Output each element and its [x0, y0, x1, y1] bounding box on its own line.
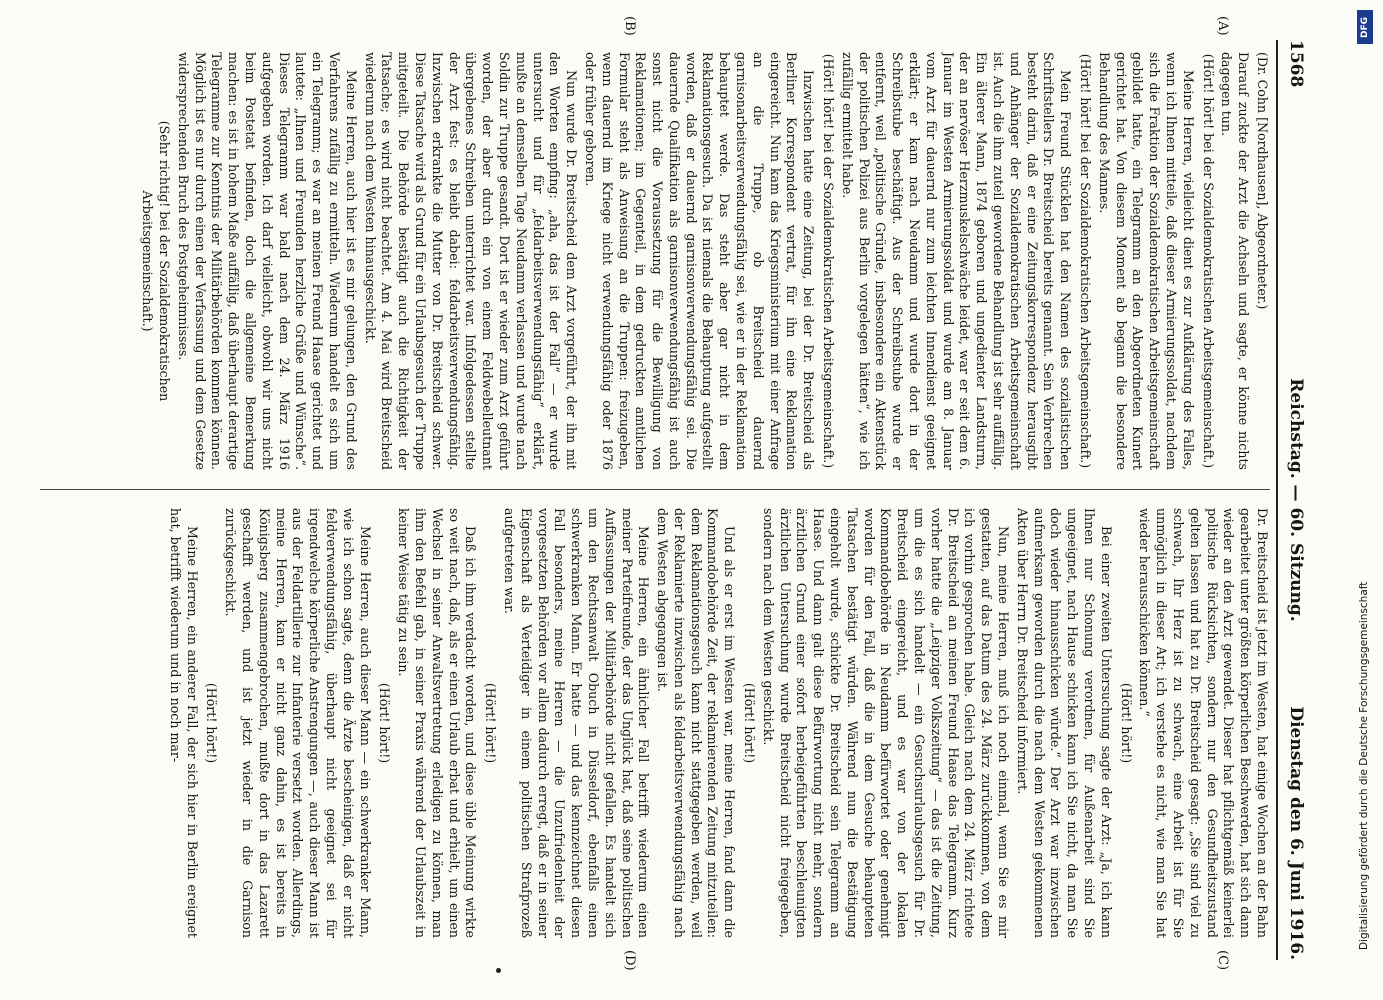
right-text-column	[40, 508, 1270, 938]
digitization-credit: Digitalisierung gefördert durch die Deutsche Forschungsgemeinschaft	[1358, 581, 1370, 950]
interjection: (Hört! hört! bei der Sozialdemokratischen Arbeitsgemeinschaft.)	[1200, 53, 1216, 469]
interjection: (Hört! hört! bei der Sozialdemokratischen Arbeitsgemeinschaft.)	[821, 53, 837, 469]
page-header	[1276, 40, 1312, 960]
paragraph: Bei einer zweiten Untersuchung sagte der Arzt: „Ja, ich kann Ihnen nur Schonung verordnen, für Außenarbeit sind Sie ungeeignet, nach Hause schicken kann ich Sie nicht, da man Sie doch wieder hinausschicken würde.“ Der Arzt war inzwischen aufmerksam geworden durch die nach dem Westen gekommenen Akten über Herrn Dr. Breitscheid informiert.	[1014, 508, 1114, 938]
paragraph: Meine Herren, vielleicht dient es zur Aufklärung des Falles, wenn ich Ihnen mitteile, daß dieser Armierungssoldat, nachdem sich die Fraktion der Sozialdemokratischen Arbeitsgemeinschaft gebildet hatte, ein Telegramm an den Abgeordneten Kunert gerichtet hat. Von diesem Moment ab begann die besondere Behandlung des Mannes.	[1096, 52, 1196, 470]
paragraph: Nun, meine Herren, muß ich noch einmal, wenn Sie es mir gestatten, auf das Datum des 24. März zurückkommen, von dem ich vorhin gesprochen habe. Gleich nach dem 24. März richtete Dr. Breitscheid an meinen Freund Haase das Telegramm. Kurz vorher hatte die „Leipziger Volkszeitung“ — das ist die Zeitung, um die es sich handelt — ein Gesuchsurlaubsgesuch für Dr. Breitscheid eingereicht, und es war von der lokalen Kommandobehörde in Neudamm befürwortet oder genehmigt worden für den Fall, daß die in dem Gesuche behaupteten Tatsachen bestätigt würden. Während nun die Bestätigung eingeholt wurde, schickte Dr. Breitscheid sein Telegramm an Haase. Und dann galt diese Befürwortung nicht mehr, sondern ärztlichen Grund einer sofort herbeigeführten beschleunigten ärztlichen Untersuchung wurde Breitscheid nicht freigegeben, sondern nach dem Westen geschickt.	[760, 508, 1012, 938]
margin-letter-d: (D)	[622, 950, 637, 971]
dfg-logo-icon: DFG	[1357, 10, 1373, 44]
paragraph: Mein Freund Stücklen hat den Namen des sozialistischen Schriftstellers Dr. Breitscheid bereits genannt. Sein Verbrechen besteht darin, daß er eine Zeitungskorrespondenz herausgibt und Anhänger der Sozialdemokratischen Arbeitsgemeinschaft ist. Auch die ihm zuteil gewordene Behandlung ist sehr auffällig. Ein älterer Mann, 1874 geboren und ungedienter Landsturm, der an nervöser Herzmuskelschwäche leidet, war er seit dem 6. Januar im Westen Armierungssoldat und wurde am 8. Januar vom Arzt für dauernd nur zum leichten Innendienst geeignet erklärt; er kam nach Neudamm und wurde dort in der Schreibstube beschäftigt. Aus der Schreibstube wurde er entfernt, weil „politische Gründe, insbesondere ein Aktenstück der politischen Polizei aus Berlin vorgelegen hätten“, wie ich zufällig ermittelt habe.	[839, 52, 1074, 470]
paragraph: (Dr. Cohn [Nordhausen], Abgeordneter.)	[1255, 52, 1270, 310]
session-title: Reichstag. — 60. Sitzung.	[1286, 378, 1306, 622]
scan-speck	[496, 968, 501, 973]
interjection: (Hört! hört!)	[483, 682, 499, 764]
paragraph: Dr. Breitscheid ist jetzt im Westen, hat einige Wochen an der Bahn gearbeitet unter größten körperlichen Beschwerden, hat sich dann wieder an den Arzt gewendet. Dieser hat pflichtgemäß keinerlei politische Rücksichten, sondern nur den Gesundheitszustand gelten lassen und hat zu Dr. Breitscheid gesagt: „Sie sind viel zu schwach, Ihr Herz ist zu schwach, eine Arbeit ist für Sie unmöglich in dieser Art; ich verstehe es nicht, wie man Sie hat wieder herausschicken können.“	[1137, 508, 1270, 938]
interjection: (Hört! hört! bei der Sozialdemokratischen Arbeitsgemeinschaft.)	[1078, 53, 1094, 469]
session-date: Dienstag den 6. Juni 1916.	[1286, 706, 1306, 960]
paragraph: Nun wurde Dr. Breitscheid dem Arzt vorgeführt, der ihn mit den Worten empfing: „aha, das ist der Fall“ — er wurde untersucht und für „feldarbeitsverwendungsfähig“ erklärt, mußte an demselben Tage Neudamm verlassen und wurde nach Soldin zur Truppe gesandt. Dort ist er wieder zum Arzt geführt worden, der aber durch ein von einem Feldwebelleutnant übergebenes Schreiben unterrichtet war. Infolgedessen stellte der Arzt fest: es bleibt dabei: feldarbeitsverwendungsfähig. Inzwischen erkrankte die Mutter von Dr. Breitscheid schwer. Diese Tatsache wird als Grund für ein Urlaubsgesuch der Truppe mitgeteilt. Die Behörde bestätigt auch die Richtigkeit der Tatsache; es wird nicht beachtet. Am 4. Mai wird Breitscheid wiederum nach dem Westen hinausgeschickt.	[362, 52, 580, 470]
paragraph: Meine Herren, ein ähnlicher Fall betrifft wiederum einen meiner Parteifreunde, der das Unglück hat, daß seine politischen Auffassungen der Militärbehörde nicht gefallen. Es handelt sich um den Rechtsanwalt Obuch in Düsseldorf, ebenfalls einen schwerkranken Mann. Er hatte — und das kennzeichnet diesen Fall besonders, meine Herren — die Unzufriedenheit der vorgesetzten Behörden vor allem dadurch erregt, daß er in seiner Eigenschaft als Verteidiger in einem politischen Strafprozeß aufgetreten war.	[501, 508, 652, 938]
paragraph: Darauf zuckte der Arzt die Achseln und sagte, er könne nichts dagegen tun.	[1219, 52, 1252, 470]
column-divider	[40, 489, 1270, 490]
interjection: (Hört! hört!)	[742, 682, 758, 764]
left-text-column	[40, 52, 1270, 470]
margin-letter-b: (B)	[622, 16, 637, 36]
interjection: (Hört! hört!)	[1118, 682, 1134, 764]
paragraph: Meine Herren, auch dieser Mann — ein schwerkranker Mann, wie ich schon sagte, denn die Ärzte bescheinigen, daß er nicht feldverwendungsfähig, überhaupt nicht geeignet sei für irgendwelche körperliche Anstrengungen —, auch dieser Mann ist aus der Feldartillerie zur Infanterie versetzt worden. Allerdings, meine Herren, kam er nicht ganz dahin, es ist bereits in Königsberg zusammengebrochen, mußte dort in das Lazarett geschafft werden, und ist jetzt wieder in die Garnison zurückgeschickt.	[223, 508, 373, 938]
margin-letter-a: (A)	[1215, 16, 1230, 36]
margin-letter-c: (C)	[1215, 950, 1230, 971]
paragraph: Meine Herren, auch hier ist es mir gelungen, den Grund des Verfahrens zufällig zu ermitteln. Wiederum handelt es sich um ein Telegramm; es war an meinen Freund Haase gerichtet und lautete: „Ihnen und Freunden herzliche Grüße und Wünsche“. Dieses Telegramm war bald nach dem 24. März 1916 aufgegeben worden. Ich darf vielleicht, obwohl wir uns nicht beim Postetat befinden, doch die allgemeine Bemerkung machen: es ist in hohem Maße auffällig, daß überhaupt derartige Telegramme zur Kenntnis der Militärbehörden kommen können. Möglich ist es nur durch einen der Verfassung und dem Gesetze widersprechenden Bruch des Postgeheimnisses.	[175, 52, 359, 470]
interjection: (Hört! hört!)	[204, 682, 220, 764]
paragraph: Und als er erst im Westen war, meine Herren, fand dann die Kommandobehörde Zeit, der reklamierenden Zeitung mitzuteilen: dem Reklamationsgesuch kann nicht stattgegeben werden, weil der Reklamierte inzwischen als feldarbeitsverwendungsfähig nach dem Westen abgegangen ist.	[655, 508, 738, 938]
interjection: (Sehr richtig! bei der Sozialdemokratischen Arbeitsgemeinschaft.)	[140, 120, 172, 402]
paragraph: Meine Herren, ein anderer Fall, der sich hier in Berlin ereignet hat, betrifft wiederum und in noch mar-	[167, 508, 200, 938]
page-number: 1568	[1286, 40, 1306, 88]
interjection: (Hört! hört!)	[377, 682, 393, 764]
paragraph: Daß ich ihm verdacht worden, und diese üble Meinung wirkte so weit nach, daß, als er einen Urlaub erbat und erhielt, um einen Wechsel in seiner Anwaltsvertretung erledigen zu können, man ihm den Befehl gab, in seiner Praxis während der Urlaubszeit in keiner Weise tätig zu sein.	[396, 508, 479, 938]
paragraph: Inzwischen hatte eine Zeitung, bei der Dr. Breitscheid als Berliner Korrespondent vertrat, für ihn eine Reklamation eingereicht. Nun kam das Kriegsministerium mit einer Anfrage an die Truppe, ob Breitscheid dauernd garnisonarbeitsverwendungsfähig sei, wie er in der Reklamation behauptet werde. Das steht aber gar nicht in dem Reklamationsgesuch. Da ist niemals die Behauptung aufgestellt worden, daß er dauernd garnisonverwendungsfähig sei. Die dauernde Qualifikation als garnisonverwendungsfähig ist auch sonst nicht die Voraussetzung für die Bewilligung von Reklamationen; im Gegenteil, in dem gedruckten amtlichen Formular steht als Anweisung an die Truppen: freizugeben, wenn dauernd im Kriege nicht verwendungsfähig oder 1876 oder früher geboren.	[582, 52, 817, 470]
dfg-sidebar	[1355, 6, 1377, 996]
